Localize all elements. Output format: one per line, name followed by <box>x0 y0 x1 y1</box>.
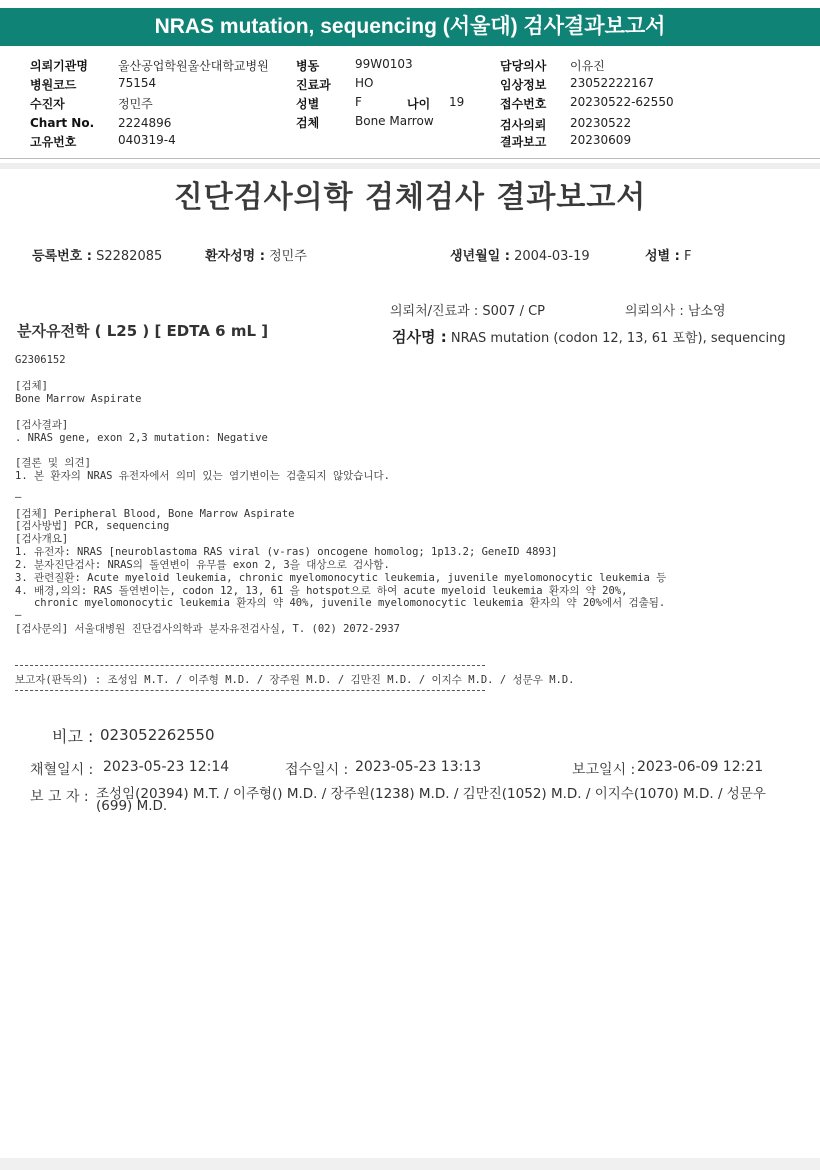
sex-value: F <box>355 95 362 109</box>
page-footer-bar <box>0 1158 820 1170</box>
section-title: 분자유전학 ( L25 ) [ EDTA 6 mL ] <box>17 322 269 340</box>
test-name-value: NRAS mutation (codon 12, 13, 61 포함), sequencing <box>450 331 786 346</box>
sex-label: 성별 <box>296 97 320 111</box>
method-line: [검사방법] PCR, sequencing <box>15 520 170 532</box>
summary-line-2: 2. 분자진단검사: NRAS의 돌연변이 유무를 exon 2, 3을 대상으로 검사함. <box>15 559 390 571</box>
result-header: [검사결과] <box>15 419 69 431</box>
report-time-value: 2023-06-09 12:21 <box>637 759 764 775</box>
specimen-line-2: [검체] Peripheral Blood, Bone Marrow Aspirate <box>15 508 295 520</box>
department-label: 진료과 <box>296 78 331 92</box>
report-banner-title: NRAS mutation, sequencing (서울대) 검사결과보고서 <box>0 8 820 46</box>
summary-header: [검사개요] <box>15 533 69 545</box>
unique-no-label: 고유번호 <box>30 135 77 149</box>
patient-sex-label: 성별 : <box>645 249 680 264</box>
receipt-no-value: 20230522-62550 <box>570 95 674 109</box>
attending-label: 담당의사 <box>500 59 547 73</box>
reporters-label: 보 고 자 : <box>30 789 89 805</box>
unique-no-value: 040319-4 <box>118 133 176 147</box>
clinical-info-label: 임상정보 <box>500 78 547 92</box>
patient-name-value: 정민주 <box>269 249 307 264</box>
inquiry-line: [검사문의] 서울대병원 진단검사의학과 분자유전검사실, T. (02) 2072-2937 <box>15 623 401 635</box>
receipt-no-label: 접수번호 <box>500 97 547 111</box>
reporter-line: 보고자(판독의) : 조성임 M.T. / 이주형 M.D. / 장주원 M.D. / 김만진 M.D. / 이지수 M.D. / 성문우 M.D. <box>15 674 575 686</box>
hospital-code-label: 병원코드 <box>30 78 77 92</box>
request-date-value: 20230522 <box>570 116 632 130</box>
patient-label: 수진자 <box>30 97 65 111</box>
conclusion-value: 1. 본 환자의 NRAS 유전자에서 의미 있는 염기변이는 검출되지 않았습니다. <box>15 470 391 482</box>
summary-line-3: 3. 관련질환: Acute myeloid leukemia, chronic myelomonocytic leukemia, juvenile myelomonocytic leukemia 등 <box>15 572 667 584</box>
reg-no-value: S2282085 <box>96 249 163 264</box>
request-date-label: 검사의뢰 <box>500 118 547 132</box>
separator-1: — <box>15 491 22 503</box>
specimen-header: [검체] <box>15 380 48 392</box>
hospital-label: 의뢰기관명 <box>30 59 88 73</box>
clinical-info-value: 23052222167 <box>570 76 654 90</box>
conclusion-header: [결론 및 의견] <box>15 457 92 469</box>
receipt-time-value: 2023-05-23 13:13 <box>355 759 482 775</box>
note-value: 023052262550 <box>100 726 215 744</box>
section-shade <box>0 163 820 169</box>
result-date-label: 결과보고 <box>500 135 547 149</box>
hospital-code-value: 75154 <box>118 76 157 90</box>
collection-time-value: 2023-05-23 12:14 <box>103 759 230 775</box>
summary-line-1: 1. 유전자: NRAS [neuroblastoma RAS viral (v-ras) oncogene homolog; 1p13.2; GeneID 4893] <box>15 546 558 558</box>
ward-label: 병동 <box>296 59 320 73</box>
requesting-dept: 의뢰처/진료과 : S007 / CP <box>390 304 545 319</box>
chart-no-value: 2224896 <box>118 116 172 130</box>
patient-name-label: 환자성명 : <box>205 249 265 264</box>
patient-value: 정민주 <box>118 97 153 111</box>
note-label: 비고 : <box>52 727 94 746</box>
specimen-value: Bone Marrow <box>355 114 434 128</box>
collection-time-label: 채혈일시 : <box>30 762 94 778</box>
dob-value: 2004-03-19 <box>514 249 590 264</box>
specimen-label: 검체 <box>296 116 320 130</box>
dob-label: 생년월일 : <box>450 249 510 264</box>
separator-2: — <box>15 609 22 621</box>
summary-line-5: chronic myelomonocytic leukemia 환자의 약 40%, juvenile myelomonocytic leukemia 환자의 약 20%에서 검출됨. <box>15 597 666 609</box>
header-divider <box>0 158 820 159</box>
dashed-rule-top <box>15 665 485 666</box>
receipt-time-label: 접수일시 : <box>285 762 349 778</box>
result-date-value: 20230609 <box>570 133 632 147</box>
dashed-rule-bottom <box>15 690 485 691</box>
attending-value: 이유진 <box>570 59 605 73</box>
test-name-label: 검사명 : <box>392 328 447 346</box>
reg-no-label: 등록번호 : <box>32 249 92 264</box>
reporters-line-1: 조성임(20394) M.T. / 이주형() M.D. / 장주원(1238) M.D. / 김만진(1052) M.D. / 이지수(1070) M.D. / 성문우 <box>96 786 766 802</box>
department-value: HO <box>355 76 374 90</box>
patient-sex-value: F <box>683 249 692 264</box>
page-title: 진단검사의학 검체검사 결과보고서 <box>173 180 647 215</box>
specimen-type: Bone Marrow Aspirate <box>15 393 142 405</box>
hospital-value: 울산공업학원울산대학교병원 <box>118 59 269 73</box>
requesting-doctor: 의뢰의사 : 남소영 <box>625 304 726 319</box>
age-label: 나이 <box>407 97 431 111</box>
result-value: . NRAS gene, exon 2,3 mutation: Negative <box>15 432 268 444</box>
reporters-line-2: (699) M.D. <box>96 798 168 814</box>
report-time-label: 보고일시 : <box>572 762 636 778</box>
summary-line-4: 4. 배경,의의: RAS 돌연변이는, codon 12, 13, 61 을 hotspot으로 하여 acute myeloid leukemia 환자의 약 20%, <box>15 585 628 597</box>
age-value: 19 <box>449 95 465 109</box>
specimen-id: G2306152 <box>15 354 66 366</box>
ward-value: 99W0103 <box>355 57 413 71</box>
chart-no-label: Chart No. <box>30 116 95 130</box>
